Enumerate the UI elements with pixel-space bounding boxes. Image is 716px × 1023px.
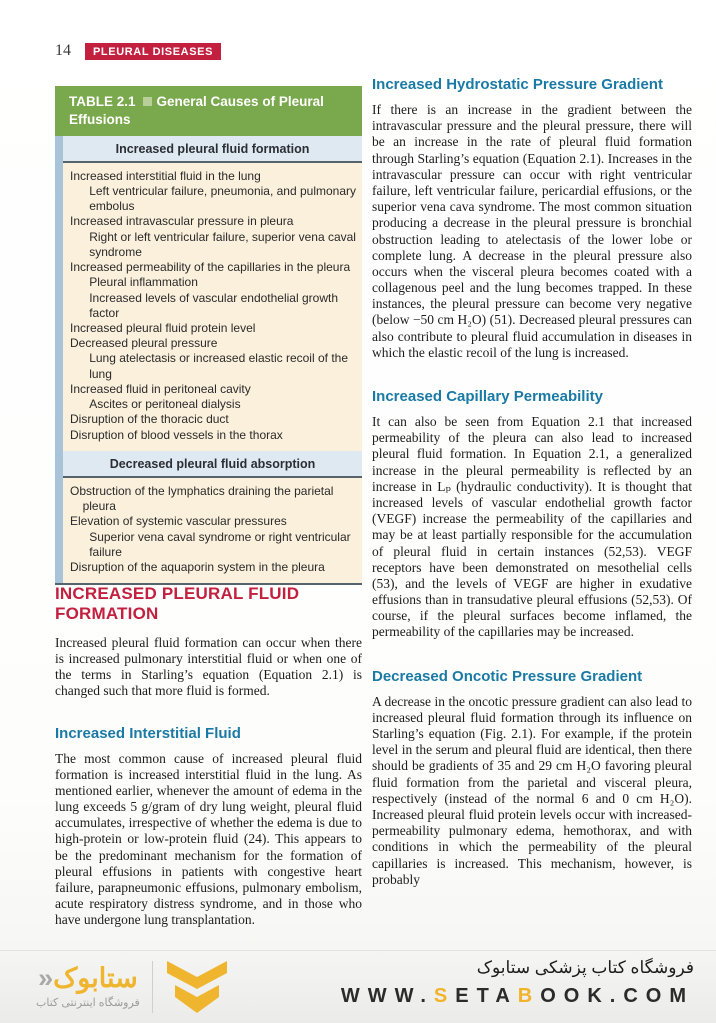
logo-chevron-icon xyxy=(165,959,229,1015)
table-item: Disruption of blood vessels in the thorax xyxy=(70,427,283,442)
section-heading-increased-pleural-fluid-formation: INCREASED PLEURAL FLUID FORMATION xyxy=(55,584,300,624)
table-item: Superior vena caval syndrome or right ventricular failure xyxy=(89,529,351,559)
logo-text-block xyxy=(36,965,140,1009)
paragraph-hydrostatic-pressure: If there is an increase in the gradient between the intravascular pressure and the pleural pressure, there will be an increase in the rate of pleural fluid formation through Starling’s equation (Equation 2.1). Increases in the intravascular pressure can occur with right ventricular failure, left ventricular failure, pericardial effusions, or the superior vena cava syndrome. The most common situation producing a decrease in the pleural pressure is bronchial obstruction leading to atelectasis of the lower lobe or complete lung. A decrease in the pleural pressure also occurs when the visceral pleura becomes coated with a collagenous peel and the lung becomes trapped. In these instances, the pleural pressure can become very negative (below −50 cm H₂O) (51). Decreased pleural pressures can also contribute to pleural fluid accumulation in diseases in which the elastic recoil of the lung is increased. xyxy=(372,102,692,360)
logo-divider xyxy=(152,961,153,1013)
subsection-heading-increased-interstitial-fluid: Increased Interstitial Fluid xyxy=(55,724,241,742)
paragraph-oncotic-pressure: A decrease in the oncotic pressure gradient can also lead to increased pleural fluid formation through its influence on Starling’s equation (Fig. 2.1). For example, if the protein level in the serum and pleural fluid are identical, then there should be gradients of 35 and 29 cm H₂O favoring pleural fluid formation from the parietal and visceral pleura, respectively (instead of the normal 6 and 0 cm H₂O). Increased pleural fluid protein levels occur with increased-permeability pulmonary edema, hemothorax, and with conditions in which the permeability of the pleural capillaries is increased. This mechanism, however, is probably xyxy=(372,693,692,887)
right-column xyxy=(372,76,692,888)
table-item: Increased fluid in peritoneal cavity xyxy=(70,381,251,396)
table-item: Decreased pleural pressure xyxy=(70,336,218,351)
table-item: Ascites or peritoneal dialysis xyxy=(89,397,241,412)
paragraph-intro: Increased pleural fluid formation can occur when there is increased pulmonary interstitial fluid or when one of the terms in Starling’s equation (Equation 2.1) is changed such that more fluid is formed. xyxy=(55,634,362,699)
table-section-items xyxy=(63,163,362,451)
logo-chevrons-glyph: « xyxy=(38,963,54,993)
table-item: Right or left ventricular failure, superior vena caval syndrome xyxy=(89,229,356,259)
footer-watermark xyxy=(0,950,716,1023)
table-item: Increased intravascular pressure in pleura xyxy=(70,214,294,229)
table-item: Left ventricular failure, pneumonia, and pulmonary embolus xyxy=(89,183,357,214)
url-part: ETA xyxy=(455,985,518,1007)
table-body xyxy=(55,136,362,586)
table-item: Lung atelectasis or increased elastic recoil of the lung xyxy=(89,351,348,381)
table-item: Pleural inflammation xyxy=(89,275,198,290)
table-item: Disruption of the aquaporin system in the pleura xyxy=(70,560,325,575)
subsection-heading-oncotic-pressure: Decreased Oncotic Pressure Gradient xyxy=(372,667,643,685)
table-section-header: Increased pleural fluid formation xyxy=(63,136,362,163)
section-oncotic-pressure xyxy=(372,668,692,888)
url-part-highlight: B xyxy=(517,985,541,1007)
page-header xyxy=(55,42,221,60)
setabook-logo xyxy=(36,959,229,1015)
section-capillary-permeability xyxy=(372,388,692,641)
subsection-heading-capillary-permeability: Increased Capillary Permeability xyxy=(372,388,603,405)
table-pleural-effusion-causes xyxy=(55,86,362,585)
left-column xyxy=(55,584,362,929)
section-hydrostatic-pressure xyxy=(372,76,692,361)
table-title xyxy=(55,86,362,136)
table-title-square-icon xyxy=(143,97,152,106)
store-name: فروشگاه کتاب پزشکی ستابوک xyxy=(476,958,694,977)
paragraph-capillary-permeability: It can also be seen from Equation 2.1 that increased permeability of the pleura can also lead to increased pleural fluid formation. In Equation 2.1, a generalized increase in the pleural permeability is reflected by an increase in Lₚ (hydraulic conductivity). It is thought that increased levels of vascular endothelial growth factor (VEGF) increase the permeability of the capillaries and may be at least partially responsible for the accumulation of pleural fluid in certain instances (52,53). VEGF receptors have been demonstrated on mesothelial cells (53), and the levels of VEGF are higher in exudative effusions than in transudative pleural effusions (52,53). Of course, if the pleural surfaces become inflamed, the permeability of the capillaries may be increased. xyxy=(372,414,692,640)
chapter-badge: PLEURAL DISEASES xyxy=(85,43,221,60)
url-part: OOK.COM xyxy=(540,985,694,1007)
logo-tagline: فروشگاه اینترنتی کتاب xyxy=(36,997,140,1009)
table-item: Obstruction of the lymphatics draining the parietal pleura xyxy=(70,483,334,514)
table-section-items xyxy=(63,478,362,583)
table-item: Disruption of the thoracic duct xyxy=(70,412,229,427)
table-item: Increased permeability of the capillaries in the pleura xyxy=(70,260,351,275)
url-part-highlight: S xyxy=(433,985,456,1007)
logo-wordmark-text: ستابوک xyxy=(53,963,138,993)
website-url xyxy=(341,985,694,1008)
table-left-strip xyxy=(55,136,63,584)
subsection-heading-hydrostatic-pressure: Increased Hydrostatic Pressure Gradient xyxy=(372,76,663,93)
table-section-header: Decreased pleural fluid absorption xyxy=(63,451,362,478)
table-title-label: TABLE 2.1 xyxy=(69,94,136,109)
footer-store-info xyxy=(341,958,694,1008)
page-number: 14 xyxy=(55,42,71,59)
table-item: Increased pleural fluid protein level xyxy=(70,320,256,335)
url-part: WWW. xyxy=(340,985,434,1007)
table-item: Elevation of systemic vascular pressures xyxy=(70,514,287,529)
table-item: Increased levels of vascular endothelial growth factor xyxy=(89,290,338,320)
paragraph-interstitial-fluid: The most common cause of increased pleural fluid formation is increased interstitial fluid in the lung. As mentioned earlier, whenever the amount of edema in the lung exceeds 5 g/gram of dry lung weight, pleural fluid accumulates, irrespective of whether the edema is due to high-protein or low-protein fluid (24). This appears to be the predominant mechanism for the formation of pleural effusions in patients with congestive heart failure, parapneumonic effusions, pulmonary embolism, acute respiratory distress syndrome, and in those who have undergone lung transplantation. xyxy=(55,750,362,928)
table-item: Increased interstitial fluid in the lung xyxy=(70,168,261,183)
logo-wordmark xyxy=(36,965,140,992)
table-title-text: General Causes of Pleural Effusions xyxy=(69,94,324,127)
